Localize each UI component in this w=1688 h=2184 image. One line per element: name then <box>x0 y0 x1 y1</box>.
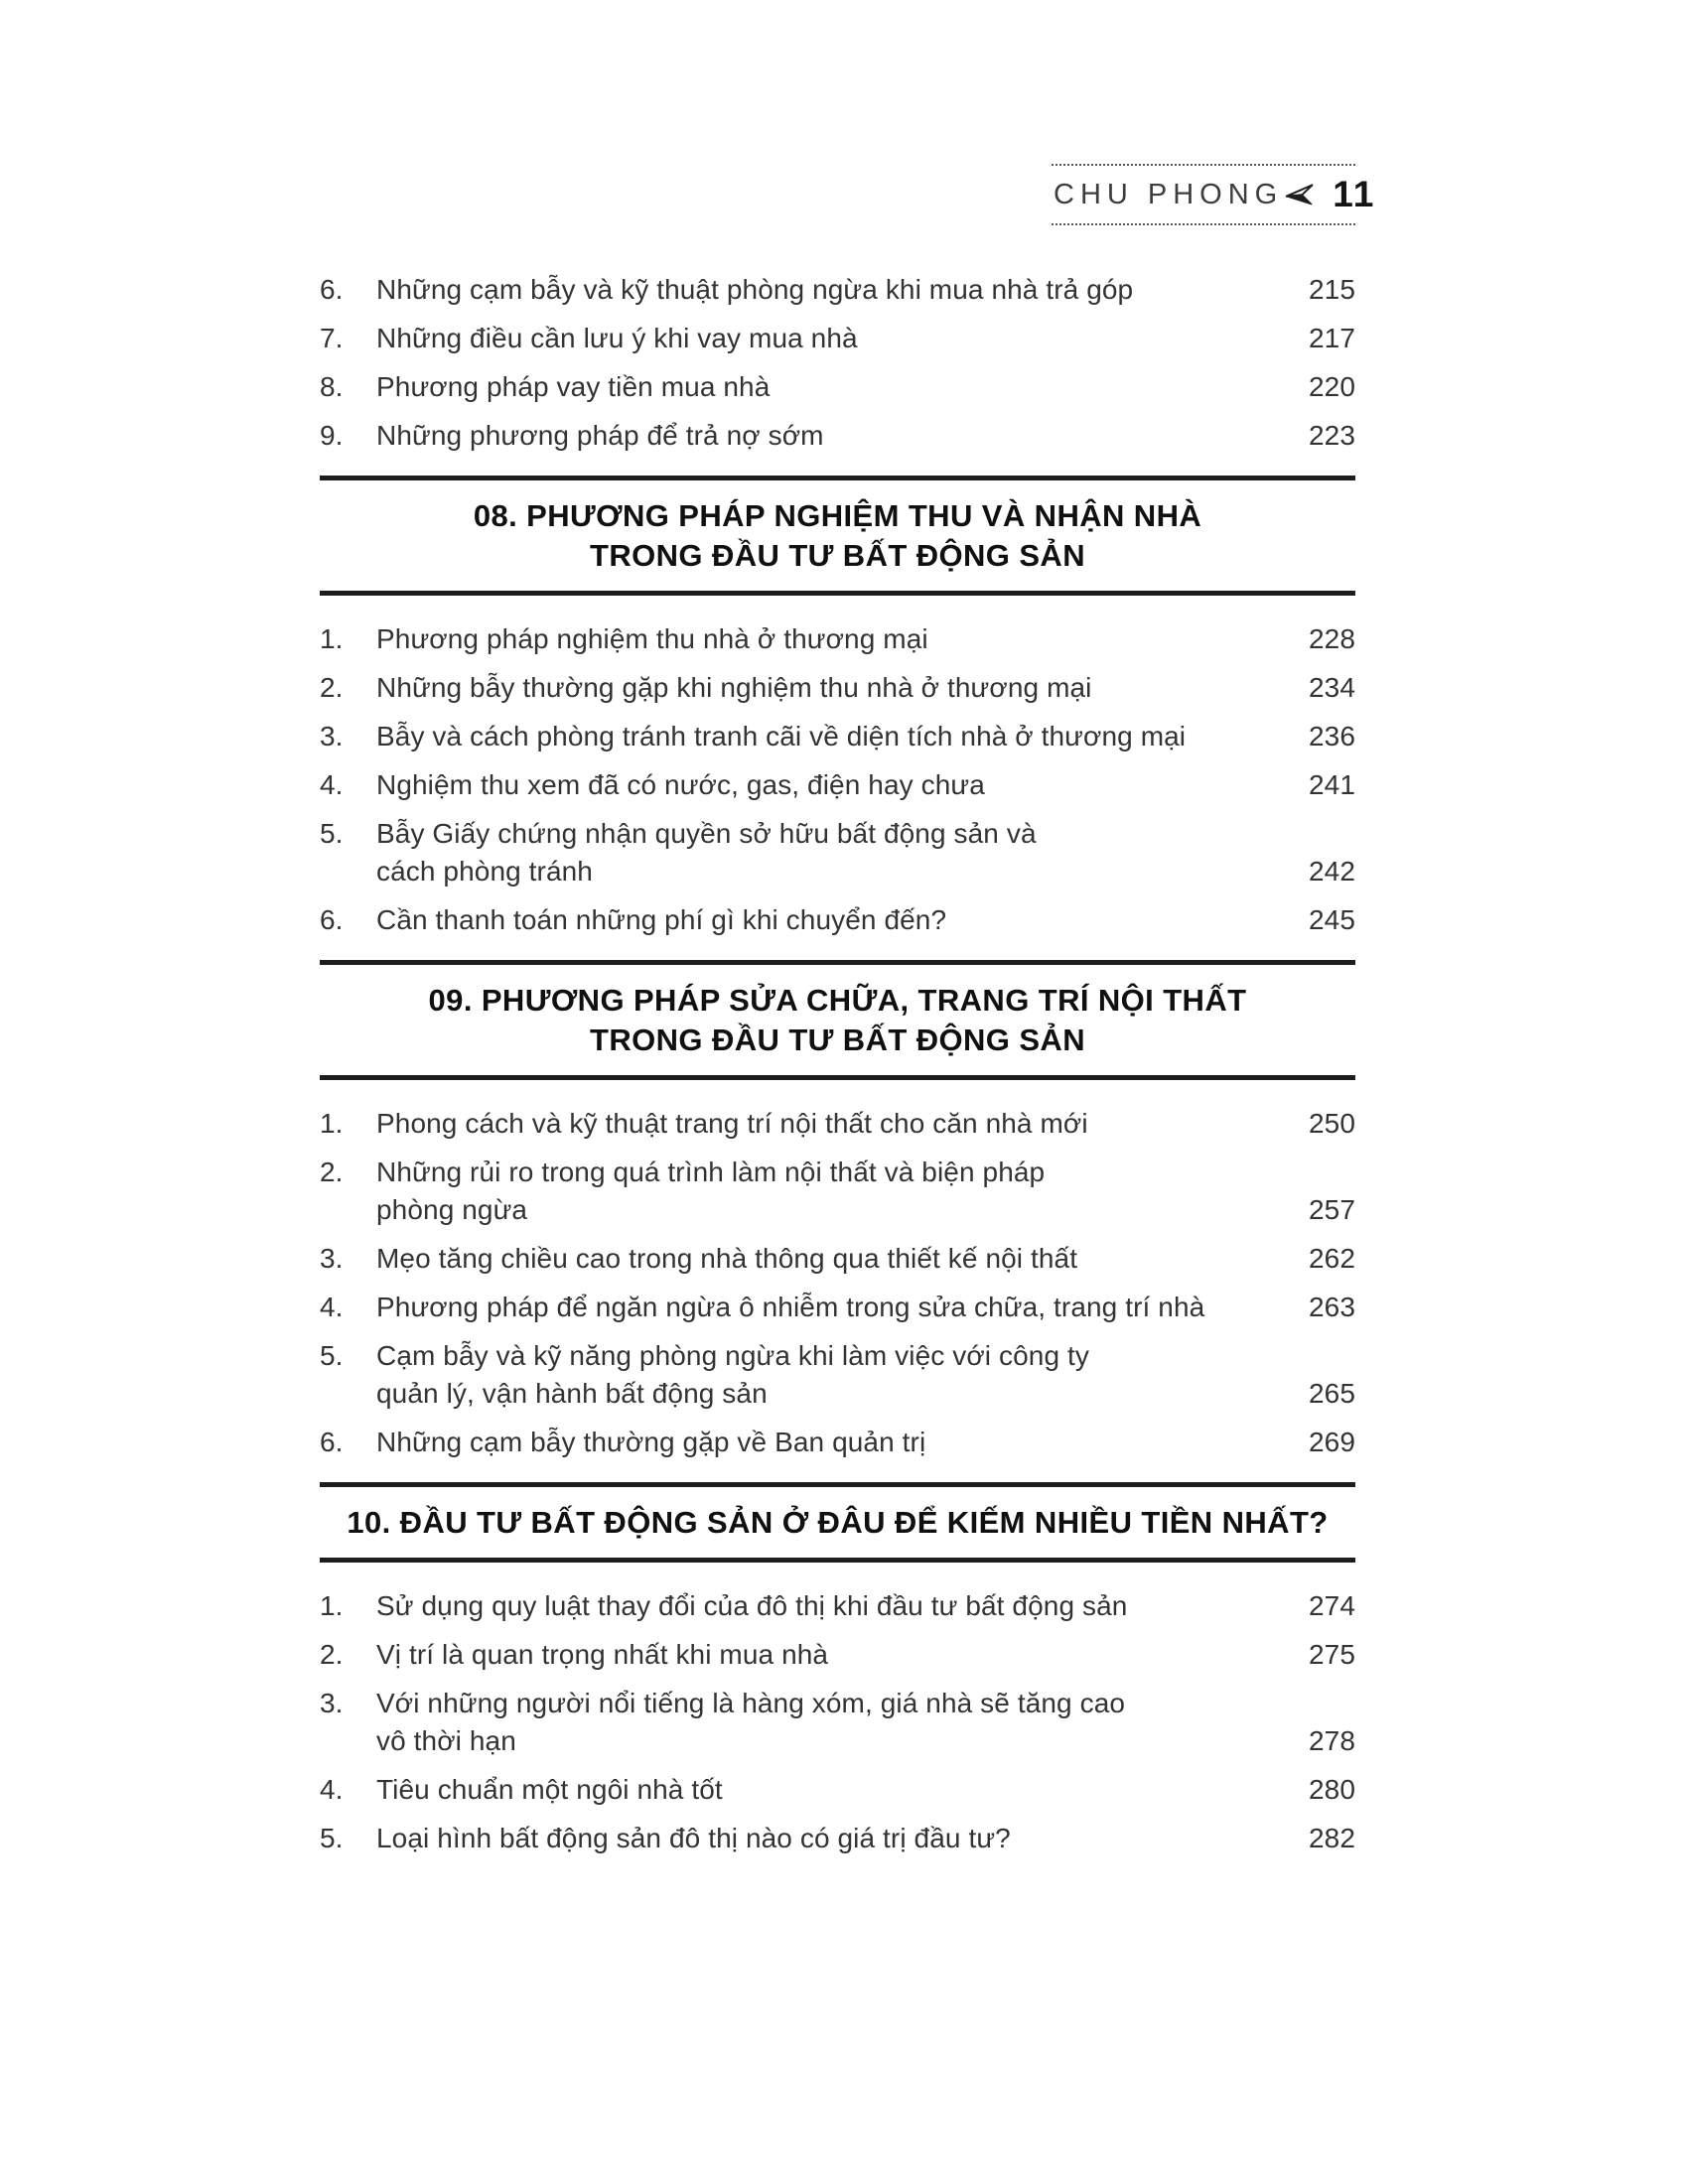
toc-group <box>320 271 1355 455</box>
entry-title <box>376 1105 1294 1143</box>
entry-page-number: 269 <box>1308 1427 1355 1457</box>
toc-entry <box>320 320 1355 357</box>
entry-title <box>376 1240 1294 1278</box>
running-head-author: CHU PHONG <box>1054 178 1284 210</box>
entry-title <box>376 766 1294 804</box>
entry-number: 9. <box>320 420 344 451</box>
chapter-heading-line: 08. PHƯƠNG PHÁP NGHIỆM THU VÀ NHẬN NHÀ <box>473 498 1202 533</box>
entry-title <box>376 620 1294 658</box>
entry-title <box>376 1636 1294 1674</box>
paper-plane-left-icon <box>1283 178 1317 211</box>
toc-entry <box>320 766 1355 804</box>
entry-title-line: Nghiệm thu xem đã có nước, gas, điện hay chưa <box>376 769 985 800</box>
entry-title-line: Những cạm bẫy và kỹ thuật phòng ngừa khi mua nhà trả góp <box>376 274 1134 305</box>
entry-number: 2. <box>320 1157 344 1187</box>
toc-entry <box>320 1636 1355 1674</box>
entry-title <box>376 1685 1294 1760</box>
entry-title <box>376 1337 1294 1413</box>
table-of-contents <box>320 271 1355 1857</box>
toc-entries <box>320 271 1355 455</box>
toc-entry <box>320 417 1355 455</box>
chapter-heading-line: 10. ĐẦU TƯ BẤT ĐỘNG SẢN Ở ĐÂU ĐỂ KIẾM NHIỀU TIỀN NHẤT? <box>347 1505 1329 1540</box>
entry-title <box>376 815 1294 890</box>
entry-page-number: 215 <box>1308 274 1355 305</box>
toc-entry <box>320 1685 1355 1760</box>
entry-page-number: 241 <box>1308 769 1355 800</box>
toc-entry <box>320 1289 1355 1326</box>
entry-number: 8. <box>320 371 344 402</box>
entry-title <box>376 1424 1294 1461</box>
entry-page-number: 274 <box>1308 1590 1355 1621</box>
entry-page-number: 250 <box>1308 1108 1355 1139</box>
entry-title-line: Loại hình bất động sản đô thị nào có giá trị đầu tư? <box>376 1823 1011 1853</box>
entry-page-number: 278 <box>1308 1725 1355 1756</box>
toc-entry <box>320 1154 1355 1229</box>
chapter-heading-line: TRONG ĐẦU TƯ BẤT ĐỘNG SẢN <box>590 1023 1085 1057</box>
entry-page-number: 265 <box>1308 1378 1355 1409</box>
toc-entry <box>320 1337 1355 1413</box>
entry-number: 1. <box>320 1590 344 1621</box>
toc-group <box>320 476 1355 939</box>
entry-title-line: Vị trí là quan trọng nhất khi mua nhà <box>376 1639 829 1670</box>
entry-number: 5. <box>320 1340 344 1371</box>
entry-page-number: 282 <box>1308 1823 1355 1853</box>
entry-number: 2. <box>320 1639 344 1670</box>
entry-title-line: Những điều cần lưu ý khi vay mua nhà <box>376 323 858 353</box>
toc-entry <box>320 901 1355 939</box>
entry-title-line: cách phòng tránh <box>376 856 593 887</box>
entry-title-line: phòng ngừa <box>376 1194 528 1225</box>
entry-title <box>376 1154 1294 1229</box>
entry-title-line: Với những người nổi tiếng là hàng xóm, giá nhà sẽ tăng cao <box>376 1688 1126 1718</box>
entry-number: 4. <box>320 1774 344 1805</box>
chapter-heading <box>320 960 1355 1080</box>
entry-title-line: Phương pháp vay tiền mua nhà <box>376 371 771 402</box>
entry-number: 6. <box>320 274 344 305</box>
entry-number: 3. <box>320 1243 344 1274</box>
entry-number: 4. <box>320 769 344 800</box>
toc-entry <box>320 1105 1355 1143</box>
entry-page-number: 217 <box>1308 323 1355 353</box>
toc-entry <box>320 669 1355 707</box>
entry-number: 3. <box>320 1688 344 1718</box>
toc-entry <box>320 1424 1355 1461</box>
entry-page-number: 257 <box>1308 1194 1355 1225</box>
chapter-heading <box>320 476 1355 596</box>
entry-title-line: vô thời hạn <box>376 1725 516 1756</box>
entry-page-number: 275 <box>1308 1639 1355 1670</box>
entry-title-line: Bẫy và cách phòng tránh tranh cãi về diện tích nhà ở thương mại <box>376 721 1187 751</box>
entry-title <box>376 718 1294 755</box>
toc-group <box>320 1482 1355 1857</box>
entry-page-number: 242 <box>1308 856 1355 887</box>
toc-entry <box>320 620 1355 658</box>
entry-title-line: Những phương pháp để trả nợ sớm <box>376 420 824 451</box>
entry-number: 2. <box>320 672 344 703</box>
entry-page-number: 228 <box>1308 623 1355 654</box>
toc-entry <box>320 718 1355 755</box>
toc-entries <box>320 1105 1355 1461</box>
entry-title-line: Bẫy Giấy chứng nhận quyền sở hữu bất động sản và <box>376 818 1037 849</box>
entry-title-line: Những bẫy thường gặp khi nghiệm thu nhà ở thương mại <box>376 672 1092 703</box>
entry-page-number: 245 <box>1308 904 1355 935</box>
entry-title <box>376 1587 1294 1625</box>
entry-title-line: Phương pháp nghiệm thu nhà ở thương mại <box>376 623 928 654</box>
entry-title-line: Mẹo tăng chiều cao trong nhà thông qua thiết kế nội thất <box>376 1243 1078 1274</box>
entry-page-number: 223 <box>1308 420 1355 451</box>
chapter-heading-line: TRONG ĐẦU TƯ BẤT ĐỘNG SẢN <box>590 538 1085 573</box>
toc-entry <box>320 1771 1355 1809</box>
toc-entry <box>320 368 1355 406</box>
entry-title-line: Cần thanh toán những phí gì khi chuyển đến? <box>376 904 947 935</box>
entry-title-line: quản lý, vận hành bất động sản <box>376 1378 768 1409</box>
chapter-heading-line: 09. PHƯƠNG PHÁP SỬA CHỮA, TRANG TRÍ NỘI THẤT <box>428 983 1247 1018</box>
running-head-right <box>1283 174 1375 215</box>
entry-title-line: Những rủi ro trong quá trình làm nội thất và biện pháp <box>376 1157 1046 1187</box>
toc-entries <box>320 620 1355 939</box>
entry-page-number: 236 <box>1308 721 1355 751</box>
entry-title <box>376 417 1294 455</box>
entry-title-line: Sử dụng quy luật thay đổi của đô thị khi đầu tư bất động sản <box>376 1590 1128 1621</box>
entry-page-number: 263 <box>1308 1292 1355 1322</box>
toc-entry <box>320 1240 1355 1278</box>
entry-number: 5. <box>320 1823 344 1853</box>
entry-page-number: 220 <box>1308 371 1355 402</box>
entry-number: 1. <box>320 1108 344 1139</box>
entry-title <box>376 368 1294 406</box>
entry-title <box>376 1771 1294 1809</box>
entry-title-line: Phong cách và kỹ thuật trang trí nội thất cho căn nhà mới <box>376 1108 1088 1139</box>
toc-entries <box>320 1587 1355 1857</box>
entry-number: 6. <box>320 904 344 935</box>
entry-title-line: Cạm bẫy và kỹ năng phòng ngừa khi làm việc với công ty <box>376 1340 1089 1371</box>
chapter-heading <box>320 1482 1355 1563</box>
entry-title-line: Phương pháp để ngăn ngừa ô nhiễm trong sửa chữa, trang trí nhà <box>376 1292 1205 1322</box>
entry-number: 4. <box>320 1292 344 1322</box>
running-head <box>1052 164 1376 225</box>
running-head-page-number: 11 <box>1333 174 1376 214</box>
toc-group <box>320 960 1355 1461</box>
entry-title-line: Tiêu chuẩn một ngôi nhà tốt <box>376 1774 723 1805</box>
entry-title <box>376 271 1294 309</box>
toc-entry <box>320 271 1355 309</box>
entry-number: 5. <box>320 818 344 849</box>
entry-title <box>376 901 1294 939</box>
entry-page-number: 262 <box>1308 1243 1355 1274</box>
entry-number: 1. <box>320 623 344 654</box>
entry-title <box>376 1820 1294 1857</box>
entry-page-number: 280 <box>1308 1774 1355 1805</box>
toc-entry <box>320 815 1355 890</box>
entry-number: 6. <box>320 1427 344 1457</box>
entry-title <box>376 320 1294 357</box>
toc-entry <box>320 1587 1355 1625</box>
entry-page-number: 234 <box>1308 672 1355 703</box>
entry-number: 3. <box>320 721 344 751</box>
entry-number: 7. <box>320 323 344 353</box>
entry-title-line: Những cạm bẫy thường gặp về Ban quản trị <box>376 1427 926 1457</box>
entry-title <box>376 1289 1294 1326</box>
entry-title <box>376 669 1294 707</box>
toc-entry <box>320 1820 1355 1857</box>
